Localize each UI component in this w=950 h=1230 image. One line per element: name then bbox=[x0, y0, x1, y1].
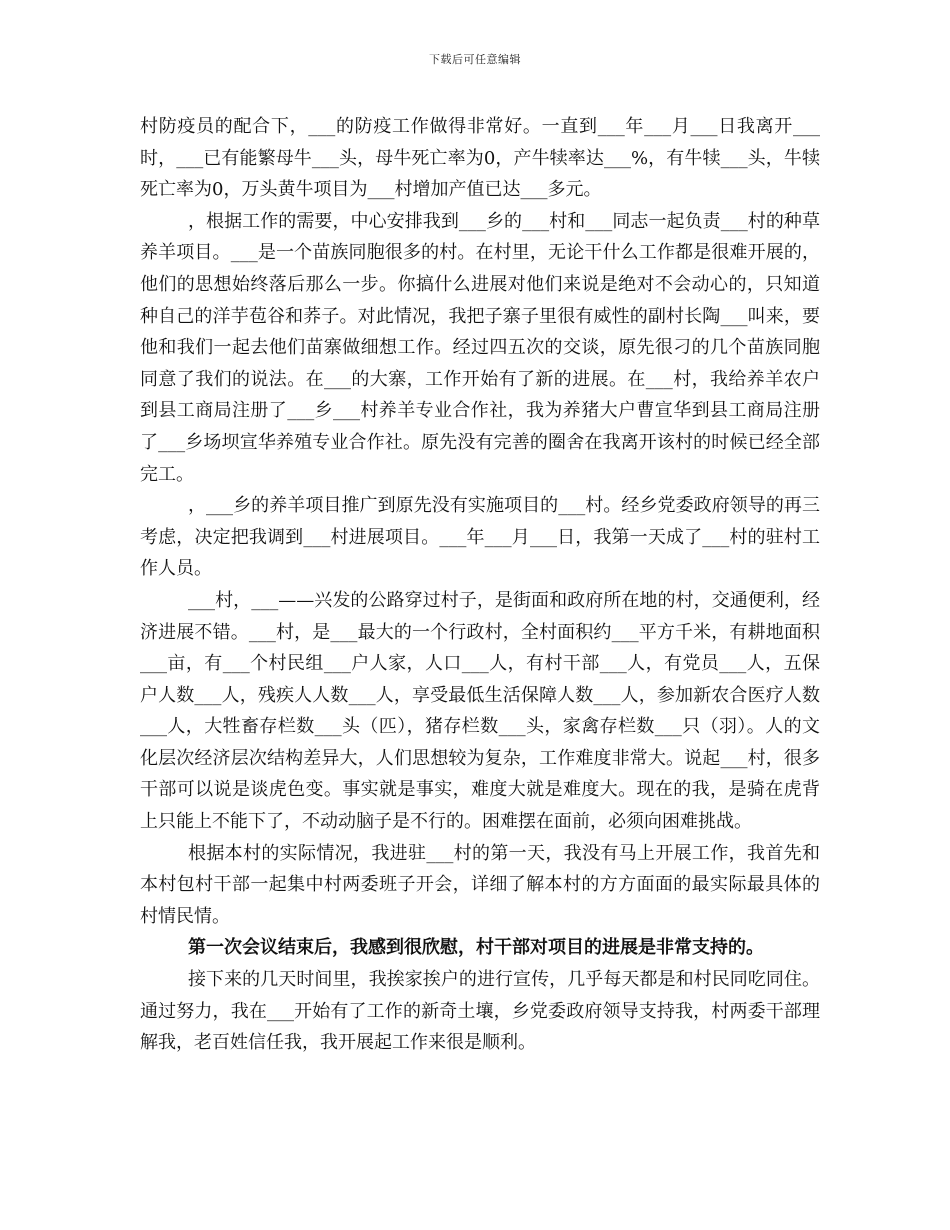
document-body bbox=[140, 111, 820, 1059]
paragraph-continuation: 村防疫员的配合下，___的防疫工作做得非常好。一直到___年___月___日我离开___时，___已有能繁母牛___头，母牛死亡率为0，产牛犊率达___%，有牛犊___头，牛犊死亡率为0，万头黄牛项目为___村增加产值已达___多元。 bbox=[140, 116, 820, 201]
paragraph-sheep-project: ，根据工作的需要，中心安排我到___乡的___村和___同志一起负责___村的种草养羊项目。___是一个苗族同胞很多的村。在村里，无论干什么工作都是很难开展的，他们的思想始终落后那么一步。你搞什么进展对他们来说是绝对不会动心的，只知道种自己的洋芋苞谷和荞子。对此情况，我把子寨子里很有威性的副村长陶___叫来，要他和我们一起去他们苗寨做细想工作。经过四五次的交谈，原先很刁的几个苗族同胞同意了我们的说法。在___的大寨，工作开始有了新的进展。在___村，我给养羊农户到县工商局注册了___乡___村养羊专业合作社，我为养猪大户曹宣华到县工商局注册了___乡场坝宣华养殖专业合作社。原先没有完善的圈舍在我离开该村的时候已经全部完工。 bbox=[140, 210, 820, 485]
paragraph-village-profile: ___村，___——兴发的公路穿过村子，是街面和政府所在地的村，交通便利，经济进展不错。___村，是___最大的一个行政村，全村面积约___平方千米，有耕地面积___亩，有___个村民组___户人家，人口___人，有村干部___人，有党员___人，五保户人数___人，残疾人人数___人，享受最低生活保障人数___人，参加新农合医疗人数___人，大牲畜存栏数___头（匹），猪存栏数___头，家禽存栏数___只（羽）。人的文化层次经济层次结构差异大，人们思想较为复杂，工作难度非常大。说起___村，很多干部可以说是谈虎色变。事实就是事实，难度大就是难度大。现在的我，是骑在虎背上只能上不能下了，不动动脑子是不行的。困难摆在面前，必须向困难挑战。 bbox=[140, 589, 820, 833]
paragraph-outreach: 接下来的几天时间里，我挨家挨户的进行宣传，几乎每天都是和村民同吃同住。通过努力，我在___开始有了工作的新奇土壤，乡党委政府领导支持我，村两委干部理解我，老百姓信任我，我开展起工作来很是顺利。 bbox=[140, 969, 820, 1054]
paragraph-meeting-conclusion: 第一次会议结束后，我感到很欣慰，村干部对项目的进展是非常支持的。 bbox=[188, 937, 764, 959]
page-header: 下载后可任意编辑 bbox=[429, 53, 521, 66]
paragraph-transfer: ，___乡的养羊项目推广到原先没有实施项目的___村。经乡党委政府领导的再三考虑，决定把我调到___村进展项目。___年___月___日，我第一天成了___村的驻村工作人员。 bbox=[140, 495, 820, 580]
paragraph-first-day: 根据本村的实际情况，我进驻___村的第一天，我没有马上开展工作，我首先和本村包村干部一起集中村两委班子开会，详细了解本村的方方面面的最实际最具体的村情民情。 bbox=[140, 842, 820, 927]
